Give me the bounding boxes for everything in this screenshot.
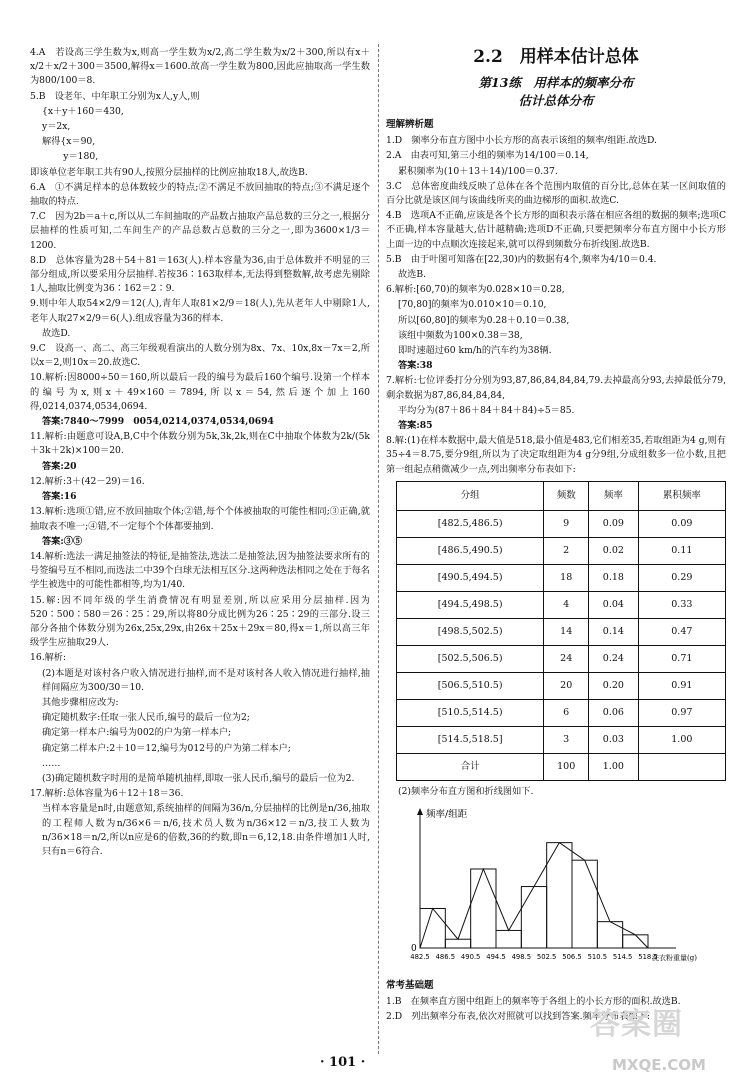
table-cell: 3 [544,726,589,753]
right-column [386,46,726,1026]
table-total-row [397,753,726,780]
table-cell: [510.5,514.5) [397,699,544,726]
answer-5-sol2: y＝180, [42,151,99,163]
table-header-cell: 累积频率 [638,481,725,510]
r-answer-3: 3.C 总体密度曲线反映了总体在各个范围内取值的百分比,总体在某一区间取值的百分比就是该区间与该曲线所夹的曲边梯形的面积.故选C. [386,180,726,207]
answer-14: 14.解析:选法一满足抽签法的特征,是抽签法,选法二是抽签法,因为抽签法要求所有的号签编号互不相同,而选法二中39个白球无法相互区分.这两种选法相同之处在于每名学生被选中的可能性都相等,均为1/40. [30,550,370,591]
x-tick-label: 482.5 [410,953,430,962]
table-cell: 0.03 [589,726,639,753]
histogram-bar [521,887,546,948]
table-cell: 0.11 [638,537,725,564]
table-body [397,510,726,780]
table-cell: 0.97 [638,699,725,726]
table-cell: 4 [544,591,589,618]
answer-16-intro: 16.解析: [30,652,67,664]
x-tick-label: 490.5 [460,953,481,962]
r-answer-4: 4.B 选项A不正确,应该是各个长方形的面积表示落在相应各组的数据的频率;选项C不正确,样本容量越大,估计越精确;选项D不正确,只要把频率分布直方图中小长方形上面一边的中点顺次连接起来,就可以得到频数分布折线图.故选B. [386,210,726,250]
r-answer-5-choice: 故选B. [398,269,427,281]
lesson-title: 第13练 用样本的频率分布 [478,75,634,90]
table-cell: 20 [544,672,589,699]
table-cell: 0.06 [589,699,639,726]
table-cell: 0.47 [638,618,725,645]
table-cell: 14 [544,618,589,645]
lesson-title-line2: 估计总体分布 [518,93,594,108]
y-axis-arrow [417,808,423,815]
table-cell: 0.02 [589,537,639,564]
table-cell: 0.09 [589,510,639,537]
frequency-polygon [420,843,648,948]
r-answer-6: 6.解析:[60,70)的频率为0.028×10＝0.28, [386,284,565,296]
table-cell: 2 [544,537,589,564]
answer-4: 4.A 若设高三学生数为x,则高一学生数为x/2,高二学生数为x/2＋300,所以有x＋x/2＋x/2＋300＝3500,解得x＝1600.故高一学生数为800,因此应抽取高一学生数为800/100＝8. [30,47,370,87]
x-tick-label: 510.5 [587,953,608,962]
r-answer-1: 1.D 频率分布直方图中小长方形的高表示该组的频率/组距.故选D. [386,135,657,147]
subsection-common-basics: 常考基础题 [386,980,434,992]
watermark-url: MXQE.COM [612,1056,706,1074]
answer-5-intro: 5.B 设老年、中年职工分别为x人,y人,则 [30,90,200,102]
r-answer-8-part2: (2)频率分布直方图和折线图如下. [398,785,534,797]
table-row [397,645,726,672]
histogram-bar [445,939,470,948]
c-answer-2: 2.D 列出频率分布表,依次对照就可以找到答案.频率分布表如下: [386,1011,650,1023]
r-answer-8: 8.解:(1)在样本数据中,最大值是518,最小值是483,它们相差35,若取组距为4 g,则有35÷4＝8.75,要分9组,所以为了决定取组距为4 g分9组,分成组数多一位小数,且把第一组起点稍微减少一点,列出频率分布表如下: [386,435,726,475]
histogram-bar [496,931,521,949]
answer-8-choice: 故选D. [42,327,71,339]
x-axis-label: 洗衣粉重量(g) [652,954,697,963]
table-cell: 24 [544,645,589,672]
table-cell: 0.18 [589,564,639,591]
table-header-cell: 频率 [589,481,639,510]
table-cell: [482.5,486.5) [397,510,544,537]
table-row [397,726,726,753]
r-answer-7: 7.解析:七位评委打分分别为93,87,86,84,84,84,79.去掉最高分93,去掉最低分79,剩余数据为87,86,84,84,84, [386,375,726,401]
table-row [397,564,726,591]
table-header-cell: 频数 [544,481,589,510]
table-row [397,699,726,726]
table-cell: 0.33 [638,591,725,618]
histogram-svg [386,803,726,975]
table-cell: 合计 [397,753,544,780]
table-row [397,591,726,618]
x-tick-label: 506.5 [562,953,582,962]
answer-16-ellipsis: …… [42,757,61,769]
table-cell: 100 [544,753,589,780]
table-cell: [490.5,494.5) [397,564,544,591]
table-cell: 1.00 [638,726,725,753]
table-row [397,618,726,645]
answer-12-result: 答案:16 [42,491,77,503]
table-cell: 0.71 [638,645,725,672]
r-answer-6-result: 答案:38 [398,360,433,372]
answer-11: 11.解析:由题意可设A,B,C中个体数分别为5k,3k,2k,则在C中抽取个体数为2k/(5k＋3k＋2k)×100＝20. [30,431,370,457]
answer-9: 9.C 设高一、高二、高三年级观看演出的人数分别为8x、7x、10x,8x－7x＝2,所以x＝2,则10x＝20.故选C. [30,343,370,369]
table-cell: 0.24 [589,645,639,672]
answer-5-sol1: 解得{x＝90, [42,136,96,148]
answer-15: 15.解:因不同年级的学生消费情况有明显差别,所以应采用分层抽样.因为520∶500∶580＝26∶25∶29,所以将80分成比例为26∶25∶29的三部分.设三部分各抽个体数分别为26x,25x,29x,由26x＋25x＋29x＝80,得x＝1,所以高三年级学生应抽取29人. [30,594,370,649]
page-number: · 101 · [320,1055,366,1070]
answer-5-eq1: {x＋y＋160＝430, [42,105,124,117]
answer-16-step1: 确定随机数字:任取一张人民币,编号的最后一位为2; [42,712,250,724]
origin-label: 0 [411,944,417,955]
x-tick-label: 498.5 [511,953,532,962]
r-answer-7-result: 答案:85 [398,420,433,432]
answer-10-result: 答案:7840～7999 0054,0214,0374,0534,0694 [42,416,274,428]
table-cell: [498.5,502.5) [397,618,544,645]
answer-16-steps: 其他步骤相应改为: [42,696,119,708]
x-tick-label: 518.5 [638,953,658,962]
table-cell: 0.20 [589,672,639,699]
c-answer-1: 1.B 在频率直方图中组距上的频率等于各组上的小长方形的面积.故选B. [386,996,681,1008]
answer-8-cont: 9.则中年人取54×2/9＝12(人),青年人取81×2/9＝18(人),先从老年人中剔除1人,老年人取27×2/9＝6(人).组成容量为36的样本. [30,298,370,324]
watermark-logo: 答案圈 [590,1007,683,1042]
answer-5-conclusion: 即该单位老年职工共有90人,按照分层抽样的比例应抽取18人,故选B. [30,166,308,178]
r-answer-6-l3: 所以[60,80]的频率为0.28＋0.10＝0.38, [398,314,570,326]
histogram-bar [623,935,648,948]
answer-13: 13.解析:选项①错,应不放回抽取个体;②错,每个个体被抽取的可能性相同;③正确,就抽取表不唯一;④错,不一定每个个体都要抽到. [30,506,370,532]
x-tick-label: 514.5 [612,953,633,962]
table-row [397,537,726,564]
table-cell: 1.00 [589,753,639,780]
answer-12: 12.解析:3＋(42－29)＝16. [30,475,145,487]
answer-5-eq2: y＝2x, [42,121,71,133]
table-cell: [514.5,518.5] [397,726,544,753]
table-row [397,510,726,537]
answer-16-part2: (2)本题是对该村各户收入情况进行抽样,而不是对该村各人收入情况进行抽样,抽样间隔应为300/30＝10. [42,667,370,693]
x-tick-label: 502.5 [536,953,557,962]
r-answer-6-l4: 该组中频数为100×0.38＝38, [398,329,523,341]
table-header-cell: 分组 [397,481,544,510]
r-answer-7-avg: 平均分为(87＋86＋84＋84＋84)÷5＝85. [398,404,575,416]
table-cell: 18 [544,564,589,591]
answer-16-step3: 确定第二样本户:2＋10＝12,编号为012号的户为第二样本户; [42,742,291,754]
table-cell: 9 [544,510,589,537]
table-cell: 0.29 [638,564,725,591]
y-axis-label: 频率/组距 [426,809,468,821]
table-cell: 0.91 [638,672,725,699]
histogram-bar [471,869,496,948]
answer-17: 17.解析:总体容量为6＋12＋18＝36. [30,788,184,800]
table-cell: 0.09 [638,510,725,537]
answer-13-result: 答案:③⑤ [42,535,83,547]
r-answer-2: 2.A 由表可知,第三小组的频率为14/100＝0.14, [386,150,589,162]
table-cell: 0.14 [589,618,639,645]
table-row [397,672,726,699]
histogram-chart [386,803,726,975]
r-answer-2-cont: 累积频率为(10＋13＋14)/100＝0.37. [398,165,558,177]
table-header-row [397,481,726,510]
answer-7: 7.C 因为2b＝a＋c,所以从二车间抽取的产品数占抽取产品总数的三分之一,根据分层抽样的性质可知,二车间生产的产品总数占总数的三分之一,即为3600×1/3＝1200. [30,211,370,251]
subsection-understanding: 理解辨析题 [386,119,434,130]
histogram-bar [597,922,622,948]
table-cell: [494.5,498.5) [397,591,544,618]
r-answer-6-l2: [70,80]的频率为0.010×10＝0.10, [398,299,547,311]
table-cell: [502.5,506.5) [397,645,544,672]
histogram-bar [572,860,597,948]
answer-17-cont: 当样本容量是n时,由题意知,系统抽样的间隔为36/n,分层抽样的比例是n/36,抽取的工程师人数为n/36×6＝n/6,技术员人数为n/36×12＝n/3,技工人数为n/36×18＝n/2,所以n应是6的倍数,36的约数,即n＝6,12,18.由条件增加1人时,只有n＝6符合. [42,803,370,857]
x-tick-label: 494.5 [486,953,506,962]
column-divider [378,44,379,1054]
left-column [30,46,370,860]
r-answer-5: 5.B 由于叶图可知落在[22,30)内的数据有4个,频率为4/10＝0.4. [386,253,657,265]
histogram-bar [420,909,445,949]
x-tick-label: 486.5 [435,953,456,962]
answer-8: 8.D 总体容量为28＋54＋81＝163(人).样本容量为36,由于总体数并不明显的三部分组成,所以要采用分层抽样.若按36∶163取样本,无法得到整数解,故考虑先剔除1人,抽取比例变为36∶162＝2∶9. [30,254,370,295]
table-cell: [506.5,510.5) [397,672,544,699]
table-cell: 0.04 [589,591,639,618]
table-cell [638,753,725,780]
answer-6: 6.A ①不满足样本的总体数较少的特点;②不满足不放回抽取的特点;③不满足逐个抽取的特点. [30,181,370,208]
answer-11-result: 答案:20 [42,460,77,472]
answer-16-step2: 确定第一样本户:编号为002的户为第一样本户; [42,727,232,739]
table-cell: [486.5,490.5) [397,537,544,564]
answer-16-part3: (3)确定随机数字时用的是简单随机抽样,即取一张人民币,编号的最后一位为2. [42,772,355,784]
r-answer-6-l5: 即时速超过60 km/h的汽车约为38辆. [398,345,552,357]
table-cell: 6 [544,699,589,726]
frequency-table [396,481,726,781]
section-title: 2.2 用样本估计总体 [473,47,639,67]
answer-10: 10.解析:因8000÷50＝160,所以最后一段的编号为最后160个编号.设第一个样本的编号为x,则x＋49×160＝7894,所以x＝54,然后逐个加上160得,0214,0374,0534,0694. [30,372,370,412]
